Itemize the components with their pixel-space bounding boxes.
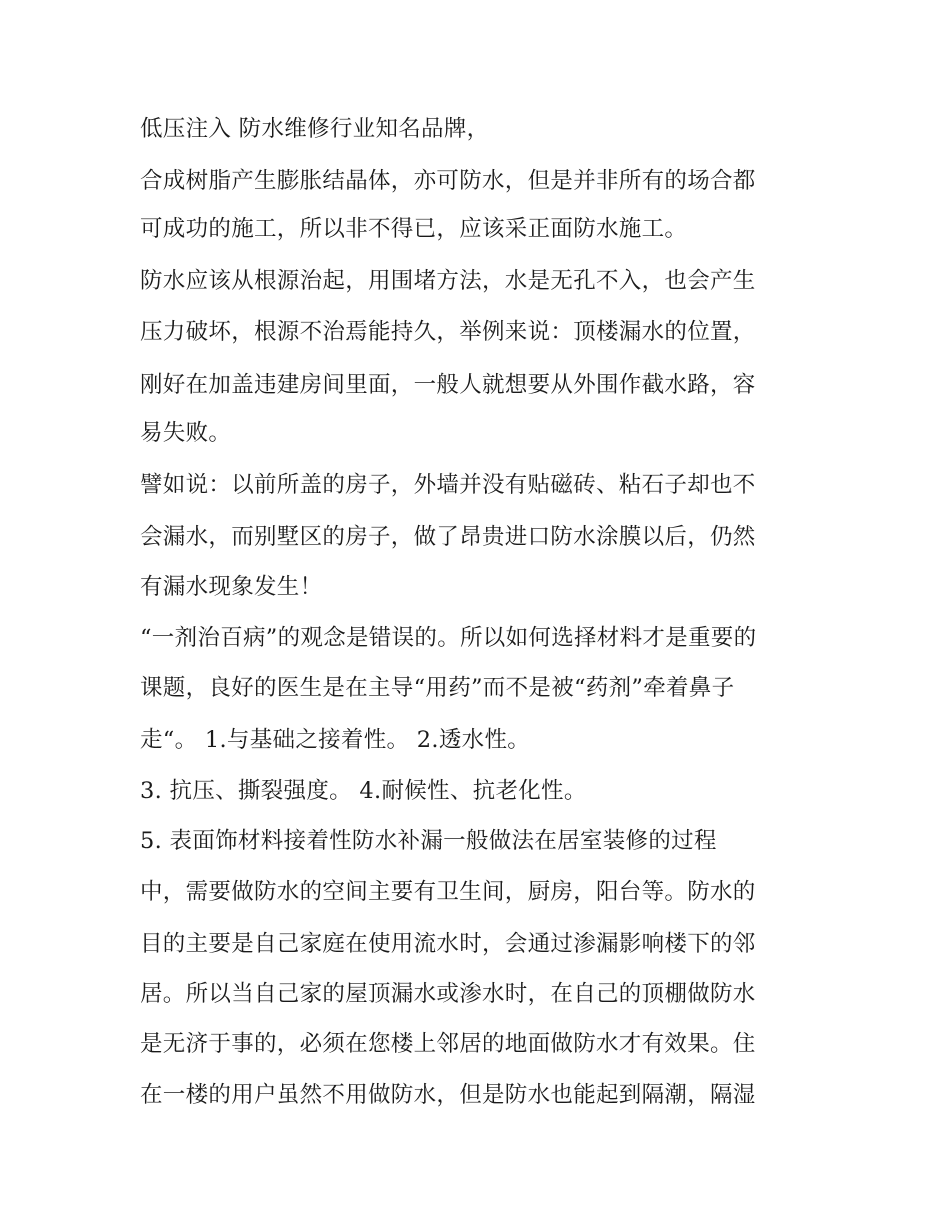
text-line: 走“。 1.与基础之接着性。 2.透水性。 — [140, 727, 531, 753]
text-line: 课题，良好的医生是在主导“用药”而不是被“药剂”牵着鼻子 — [140, 675, 735, 701]
text-line: 易失败。 — [140, 420, 232, 446]
text-line: 居。所以当自己家的屋顶漏水或渗水时，在自己的顶棚做防水 — [140, 981, 756, 1007]
text-line: “一剂治百病”的观念是错误的。所以如何选择材料才是重要的 — [140, 625, 757, 651]
text-line: 是无济于事的，必须在您楼上邻居的地面做防水才有效果。住 — [140, 1031, 756, 1057]
text-line: 譬如说：以前所盖的房子，外墙并没有贴磁砖、粘石子却也不 — [140, 472, 756, 498]
text-line: 有漏水现象发生！ — [140, 574, 323, 600]
text-line: 中，需要做防水的空间主要有卫生间，厨房，阳台等。防水的 — [140, 879, 756, 905]
text-line: 5. 表面饰材料接着性防水补漏一般做法在居室装修的过程 — [140, 828, 717, 854]
text-line: 压力破坏，根源不治焉能持久，举例来说：顶楼漏水的位置， — [140, 319, 756, 345]
text-line: 刚好在加盖违建房间里面，一般人就想要从外围作截水路，容 — [140, 372, 756, 398]
text-line: 可成功的施工，所以非不得已，应该采正面防水施工。 — [140, 216, 688, 242]
text-line: 防水应该从根源治起，用围堵方法，水是无孔不入，也会产生 — [140, 268, 756, 294]
text-line: 目的主要是自己家庭在使用流水时，会通过渗漏影响楼下的邻 — [140, 931, 756, 957]
text-line: 3. 抗压、撕裂强度。 4.耐候性、抗老化性。 — [140, 778, 587, 804]
text-line: 低压注入 防水维修行业知名品牌， — [140, 116, 490, 142]
text-line: 在一楼的用户虽然不用做防水，但是防水也能起到隔潮，隔湿 — [140, 1082, 756, 1108]
text-line: 合成树脂产生膨胀结晶体，亦可防水，但是并非所有的场合都 — [140, 168, 756, 194]
text-line: 会漏水，而别墅区的房子，做了昂贵进口防水涂膜以后，仍然 — [140, 524, 756, 550]
